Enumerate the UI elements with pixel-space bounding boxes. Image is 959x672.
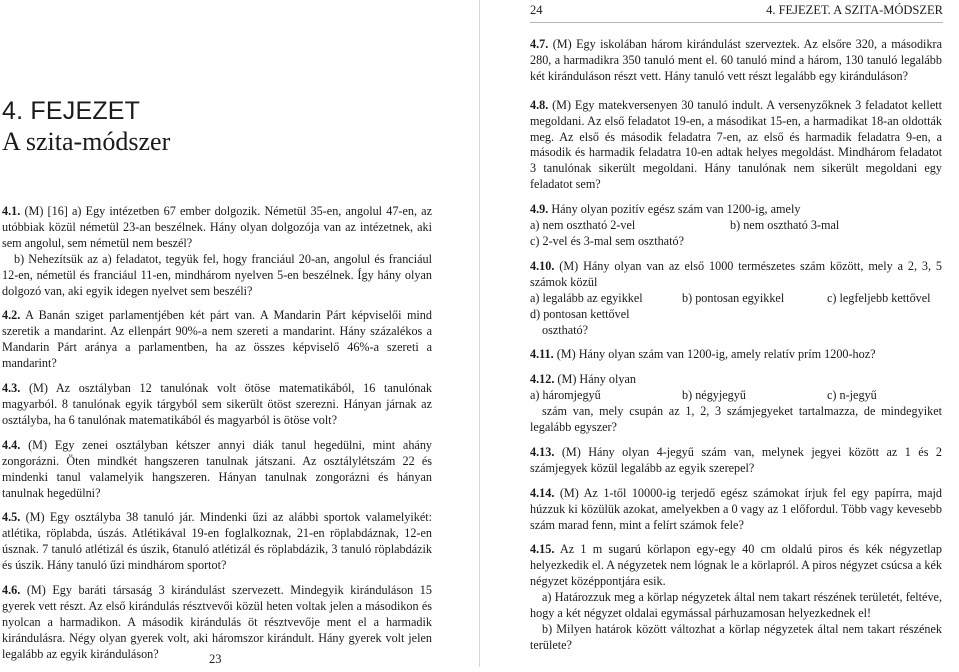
problem-4-5 xyxy=(2,510,432,574)
right-page xyxy=(480,0,959,667)
problem-4-3 xyxy=(2,381,432,429)
option-a: a) háromjegyű xyxy=(530,388,601,403)
problem-number: 4.1. xyxy=(2,204,21,218)
option-d: d) pontosan kettővel xyxy=(530,306,630,321)
option-a: a) nem osztható 2-vel xyxy=(530,218,636,233)
problem-text: (M) Az osztályban 12 tanulónak volt ötöse matematikából, 16 tanulónak magyarból. 8 tanulónak egyik tárgyból sem sikerült ötöst szereznі. Hányan járnak az osztályba, ha 6 tanulónak matematikából és magyarból is ötöse volt? xyxy=(2,381,433,427)
problem-number: 4.11. xyxy=(530,347,554,362)
option-a: a) legalább az egyikkel xyxy=(530,290,643,305)
right-column xyxy=(530,37,942,663)
left-page xyxy=(0,0,480,667)
option-b: b) négyjegyű xyxy=(682,388,746,403)
problem-number: 4.5. xyxy=(2,510,21,525)
problem-4-13 xyxy=(530,445,942,477)
page-number: 23 xyxy=(209,652,222,666)
header-page-number: 24 xyxy=(530,3,543,17)
problem-text: Hány olyan pozitív egész szám van 1200-ig, amely xyxy=(551,202,801,217)
problem-number: 4.4. xyxy=(2,437,21,452)
options-row xyxy=(530,218,942,234)
problem-4-6 xyxy=(2,583,432,663)
problem-number: 4.7. xyxy=(530,37,549,51)
option-b: b) nem osztható 3-mal xyxy=(730,218,840,233)
problem-text: (M) Egy matekversenyen 30 tanuló indult. A versenyzőknek 3 feladatot kellett megoldani. Az első feladatot 19-en, a másodikat 15-en, a harmadikat 18-an oldották meg. Az első és második feladatra 7-en, az első és harmadik feladatra 9-en, a második és harmadik feladatra 10-en adtak helyes megoldást. Mindhárom feladatot 3 tanulónak sikerült megoldani. Hány tanulónak nem sikerült megoldani egy feladatot sem? xyxy=(530,97,943,192)
problem-text: A Banán sziget parlamentjében két párt van. A Mandarin Párt képviselői mind szeretik a mandarint. Az ellenpárt 90%-a nem szereti a mandarint. Hány százalékos a Mandarin Párt aránya a parlamentben, ha az összes képviselő 46%-a szereti a mandarint? xyxy=(2,308,432,371)
problem-number: 4.2. xyxy=(2,308,21,323)
problem-4-15 xyxy=(530,542,942,653)
options-row xyxy=(530,291,942,307)
problem-number: 4.10. xyxy=(530,258,555,273)
problem-text: (M) Egy osztályba 38 tanuló jár. Mindenki űzi az alábbi sportok valamelyikét: atlétika, röplabda, úszás. Atlétikával 19-en foglalkoznak, 21-en röplabdáznak, 12-en úsznak. 7 tanuló atlétizál és úszik, 6tanuló atlétizál és röplabdázik, 3 tanuló röplabdázik és úszik. Hány tanuló űzi mindhárom sportot? xyxy=(2,510,433,573)
problem-4-11 xyxy=(530,347,942,363)
problem-4-10 xyxy=(530,259,942,339)
problem-4-14 xyxy=(530,486,942,534)
options-row xyxy=(530,388,942,404)
problem-number: 4.6. xyxy=(2,583,21,598)
problem-4-4 xyxy=(2,438,432,502)
left-column xyxy=(2,204,432,672)
problem-4-7 xyxy=(530,37,942,85)
problem-4-1 xyxy=(2,204,432,299)
option-c: c) 2-vel és 3-mal sem osztható? xyxy=(530,233,684,248)
problem-text: Az 1 m sugarú körlapon egy-egy 40 cm oldalú piros és kék négyzetlap helyezkedik el. A négyzetek nem lógnak le a körlapról. A piros négyzet csúcsa a kék négyzet középpontjára esik. xyxy=(530,542,942,589)
problem-text: (M) [16] a) Egy intézetben 67 ember dolgozik. Németül 35-en, angolul 47-en, az utóbbiak közül németül 23-an beszélnek. Hány olyan dolgozója van az intézetnek, aki sem angolul, sem németül nem beszél? xyxy=(2,204,432,250)
problem-text: (M) Egy zenei osztályban kétszer annyi diák tanul hegedülni, mint ahány zongorázni. Öten mindkét hangszeren tanulnak játszani. Az osztálylétszám 22 és mindenki tanul valamelyik hangszeren. Hányan tanulnak zongorázni és hányan tanulnak hegedülni? xyxy=(2,437,433,500)
header-rule xyxy=(530,22,943,23)
problem-number: 4.15. xyxy=(530,542,555,557)
problem-number: 4.9. xyxy=(530,202,549,217)
problem-text: (M) Egy iskolában három kirándulást szerveztek. Az elsőre 320, a másodikra 280, a harmadikra 350 tanuló ment el. 60 tanuló mind a három, 130 tanuló legalább két kiránduláson részt vett. Hány tanuló vett részt legalább egy kiránduláson? xyxy=(530,37,943,83)
problem-number: 4.14. xyxy=(530,485,555,500)
problem-tail: szám van, mely csupán az 1, 2, 3 számjegyeket tartalmazza, de mindegyiket legalább egyszer? xyxy=(530,404,942,435)
problem-number: 4.12. xyxy=(530,372,555,387)
problem-number: 4.3. xyxy=(2,381,21,396)
problem-number: 4.8. xyxy=(530,97,549,112)
problem-part-b: b) Milyen határok között változhat a körlap négyzetek által nem takart részének területe? xyxy=(530,622,942,652)
option-c: c) n-jegyű xyxy=(827,388,877,403)
chapter-label: 4. FEJEZET xyxy=(2,97,141,125)
problem-tail: osztható? xyxy=(542,322,589,337)
problem-4-2 xyxy=(2,308,432,372)
header-chapter-title: 4. FEJEZET. A SZITA-MÓDSZER xyxy=(766,3,943,17)
problem-text: (M) Hány olyan xyxy=(557,372,636,387)
problem-part-a: a) Határozzuk meg a körlap négyzetek által nem takart részének területét, feltéve, hogy a két négyzet oldalai egymással párhuzamosan helyezkednek el! xyxy=(530,590,942,621)
problem-number: 4.13. xyxy=(530,444,555,459)
chapter-title: A szita-módszer xyxy=(2,127,171,156)
option-c: c) legfeljebb kettővel xyxy=(827,290,931,305)
problem-4-12 xyxy=(530,372,942,436)
problem-text: (M) Egy baráti társaság 3 kirándulást szervezett. Mindegyik kiránduláson 15 gyerek vett részt. Az első kirándulás résztvevői közül heten voltak jelen a másodikon és nyolcan a harmadikon. A második kirándulás öt résztvevője ment el a harmadik kirándulásra. Négy olyan gyerek volt, aki háromszor kirándult. Hány gyerek volt jelen legalább az egyik kiránduláson? xyxy=(2,583,432,661)
problem-4-8 xyxy=(530,98,942,193)
option-b: b) pontosan egyikkel xyxy=(682,290,785,305)
problem-text: (M) Hány olyan 4-jegyű szám van, melynek jegyei között az 1 és 2 számjegyek közül legalább az egyik szerepel? xyxy=(530,444,943,475)
running-header xyxy=(530,3,943,19)
problem-4-9 xyxy=(530,202,942,250)
problem-part-b: b) Nehezítsük az a) feladatot, tegyük fel, hogy franciául 20-an, angolul és franciául 12-en, németül és franciául 11-en, mindhárom nyelven 5-en beszélnek. Így hány olyan dolgozó van, aki egyik idegen nyelvet sem beszéli? xyxy=(2,251,432,298)
problem-text: (M) Az 1-től 10000-ig terjedő egész számokat írjuk fel egy papírra, majd húzzuk ki közülük azokat, amelyekben a 0 vagy az 1 előfordul. Több vagy kevesebb szám marad fenn, mint a felírt számok fele? xyxy=(530,485,942,532)
problem-text: (M) Hány olyan van az első 1000 természetes szám között, mely a 2, 3, 5 számok közül xyxy=(530,258,943,289)
problem-text: (M) Hány olyan szám van 1200-ig, amely relatív prím 1200-hoz? xyxy=(556,347,876,362)
